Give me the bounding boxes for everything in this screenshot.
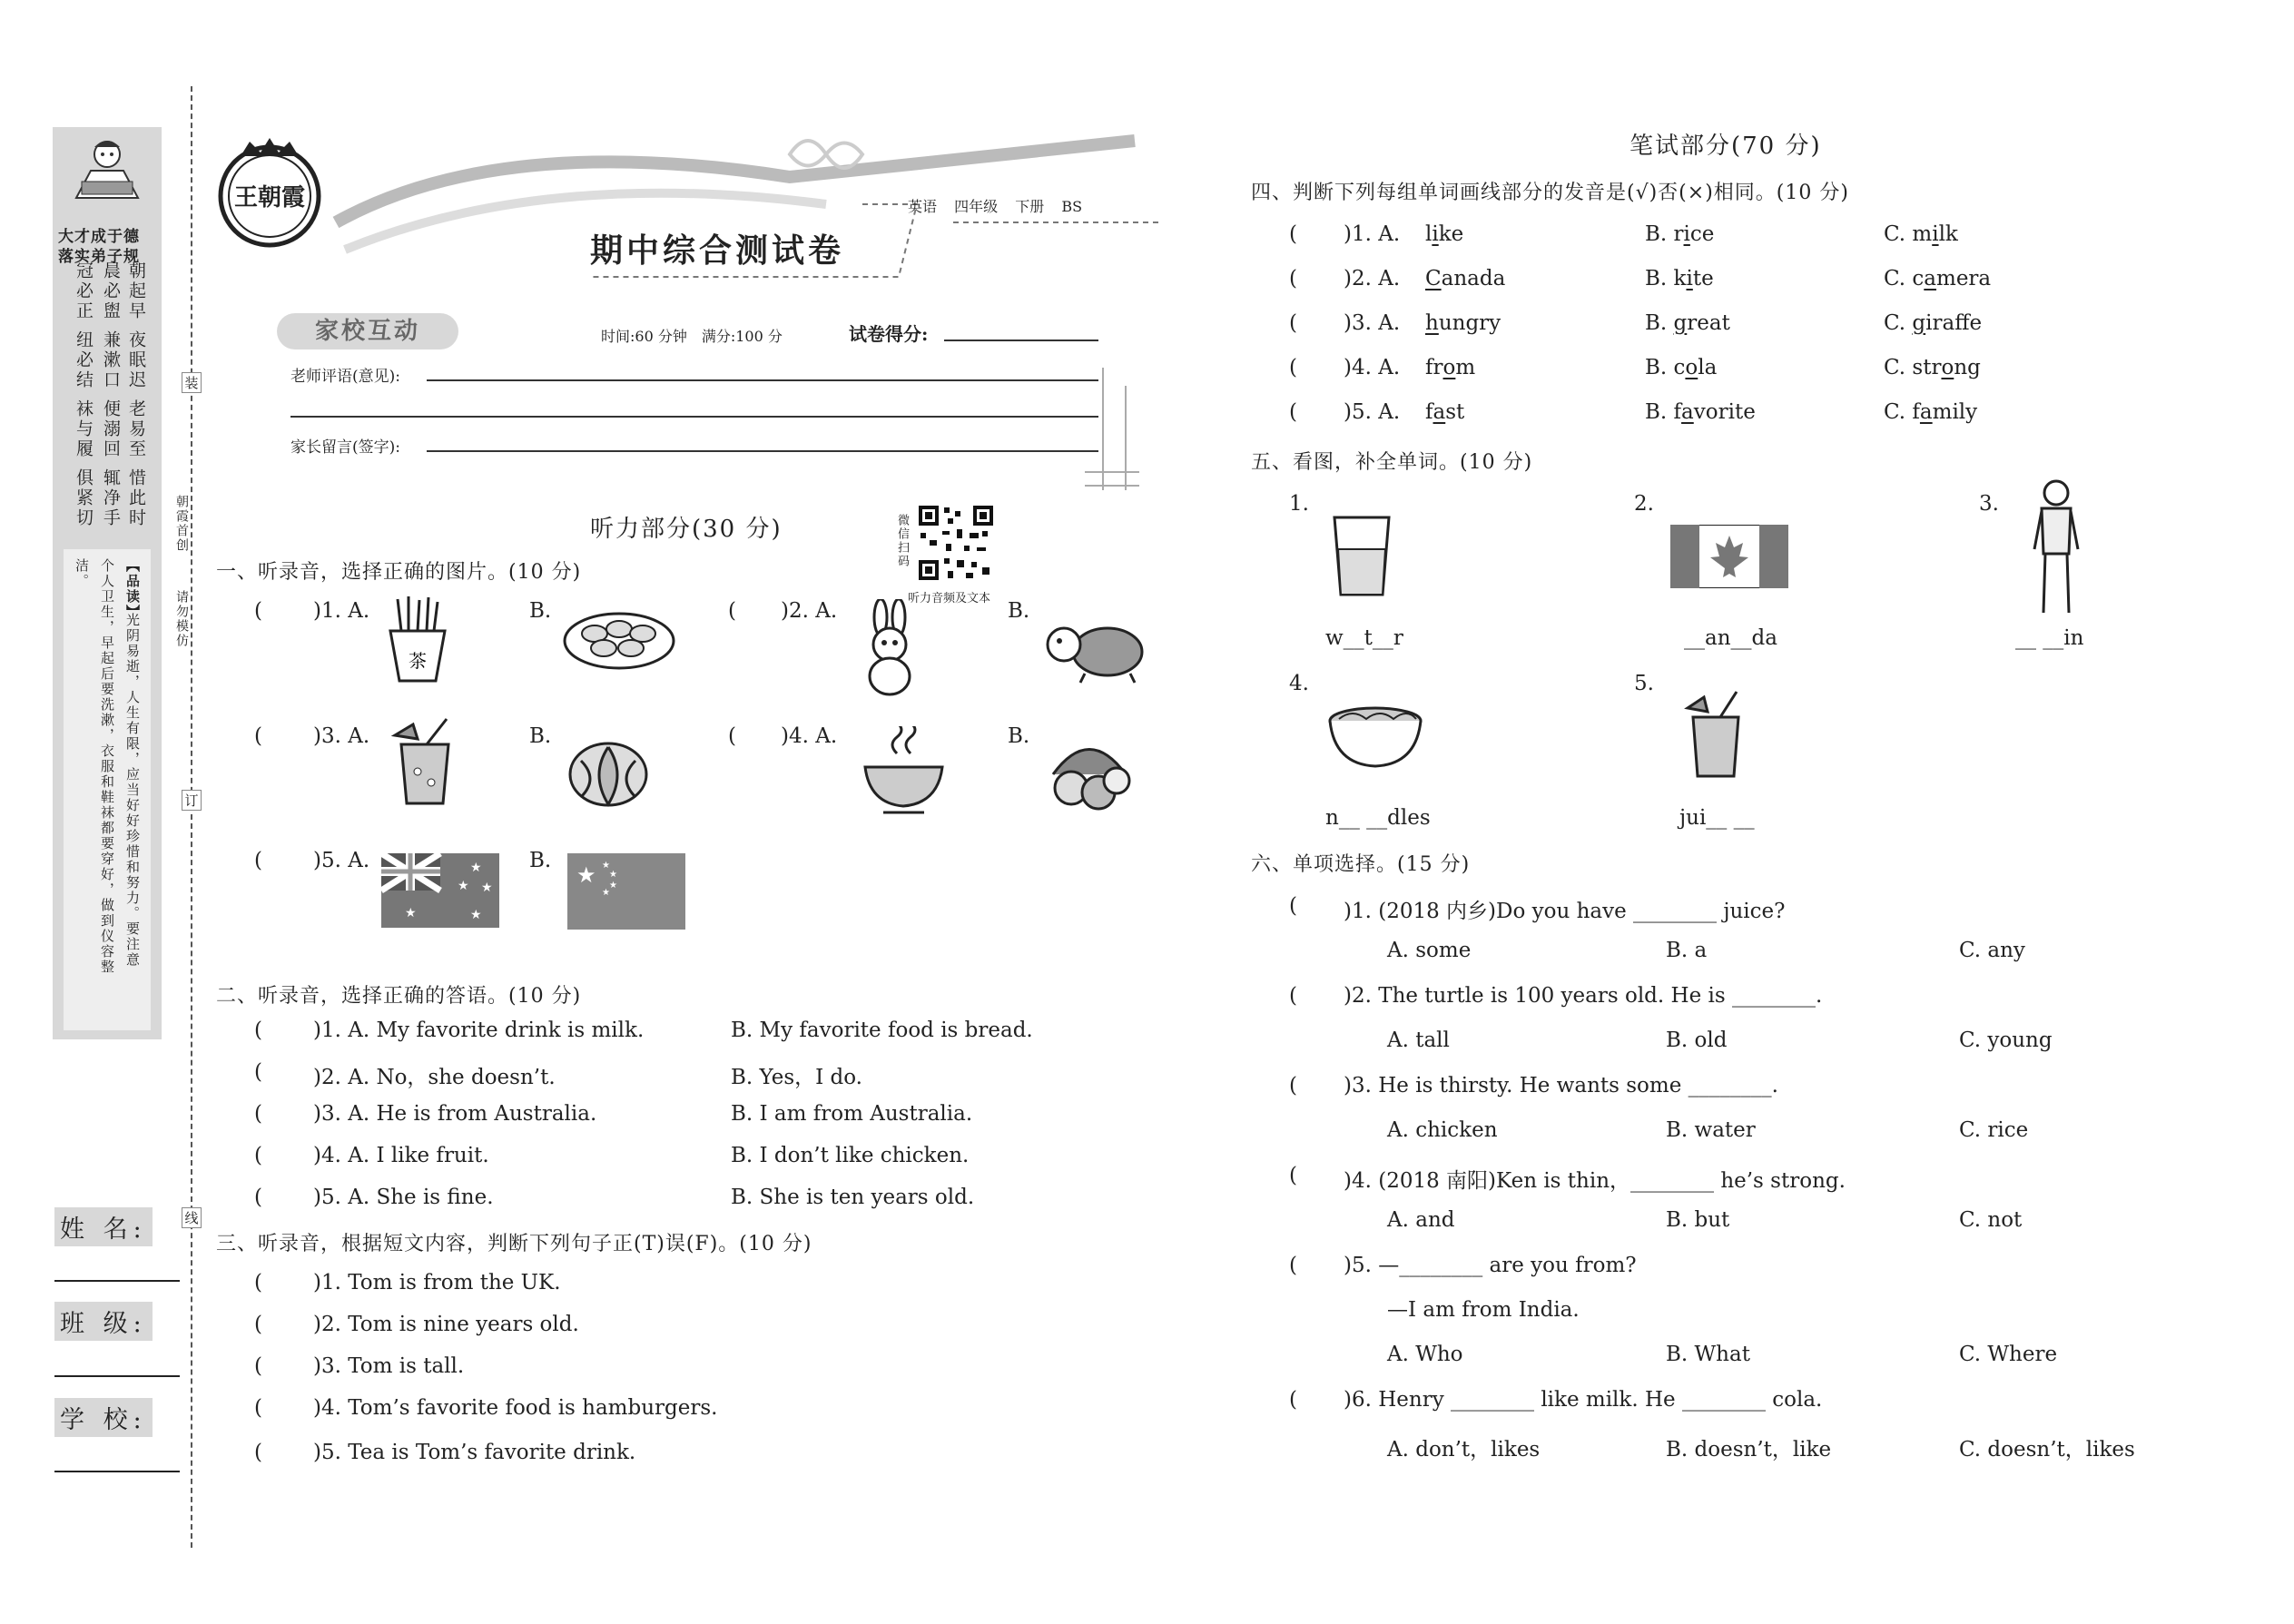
word-option-c: C. giraffe — [1884, 311, 1983, 335]
dumplings-plate-icon[interactable] — [563, 606, 676, 670]
answer-paren[interactable]: ( — [254, 724, 262, 748]
s2-option-b: B. Yes，I do. — [731, 1066, 862, 1089]
q1-1-label: )1. A. — [313, 599, 370, 623]
s2-option-b: B. I don’t like chicken. — [731, 1144, 970, 1167]
mc-option-a: A. and — [1387, 1208, 1455, 1232]
underlined-letter: a — [1681, 400, 1694, 424]
svg-text:★: ★ — [602, 861, 610, 871]
q1-3-b: B. — [529, 724, 552, 748]
answer-paren[interactable]: ( — [254, 1313, 262, 1336]
mc-option-a: A. some — [1387, 939, 1472, 962]
answer-paren[interactable]: ( — [254, 1186, 262, 1209]
poem-col: 辄净手 — [101, 468, 121, 528]
fruit-basket-icon[interactable] — [1044, 733, 1135, 815]
word-option-c: C. strong — [1884, 356, 1981, 379]
word-option-a: fast — [1425, 400, 1465, 424]
underlined-letter: a — [1433, 400, 1446, 424]
answer-paren[interactable]: ( — [1289, 222, 1297, 246]
svg-text:★: ★ — [470, 861, 482, 875]
written-part-title: 笔试部分(70 分) — [1629, 133, 1822, 160]
tf-statement: )4. Tom’s favorite food is hamburgers. — [313, 1396, 718, 1420]
word-option-c: C. camera — [1884, 267, 1992, 290]
school-input-line[interactable] — [54, 1471, 180, 1472]
underlined-letter: C — [1425, 267, 1442, 290]
poem-col: 便溺回 — [101, 399, 121, 459]
underlined-letter: o — [1442, 356, 1456, 379]
home-school-badge: 家校互动 — [277, 313, 458, 349]
turtle-icon[interactable] — [1044, 617, 1148, 685]
s2-option-a: )3. A. He is from Australia. — [313, 1102, 597, 1126]
teacher-comment-line[interactable] — [427, 379, 1098, 381]
juice-glass-icon[interactable] — [1684, 690, 1748, 781]
answer-paren[interactable]: ( — [254, 1271, 262, 1294]
school-label: 学 校: — [54, 1398, 153, 1437]
section-1-title: 一、听录音，选择正确的图片。(10 分) — [216, 561, 582, 584]
option-image[interactable] — [381, 595, 454, 689]
answer-paren[interactable]: ( — [254, 1019, 262, 1042]
tea-cup-label: 茶 — [409, 650, 427, 672]
underlined-letter: a — [1924, 267, 1937, 290]
poem-col: 纽必结 — [74, 330, 94, 390]
subject-tag: 英语 — [908, 198, 938, 215]
s4-item-label: )2. A. — [1344, 267, 1401, 290]
answer-paren[interactable]: ( — [254, 1441, 262, 1464]
answer-paren[interactable]: ( — [254, 1144, 262, 1167]
tea-cup-icon — [381, 595, 454, 685]
mc-option-a: A. chicken — [1387, 1118, 1498, 1142]
section-4-title: 四、判断下列每组单词画线部分的发音是(√)否(×)相同。(10 分) — [1251, 182, 1849, 204]
svg-text:★: ★ — [481, 881, 493, 895]
underlined-letter: i — [1432, 222, 1439, 246]
mc-option-a: A. don’t，likes — [1387, 1438, 1541, 1462]
tf-statement: )2. Tom is nine years old. — [313, 1313, 579, 1336]
cabbage-icon[interactable] — [563, 733, 654, 811]
parent-comment-label: 家长留言(签字): — [290, 438, 400, 457]
mc-option-b: B. doesn’t，like — [1666, 1438, 1832, 1462]
pic-number: 1. — [1289, 492, 1309, 516]
fill-word[interactable]: __ __in — [2015, 626, 2084, 650]
mc-option-c: C. not — [1959, 1208, 2023, 1232]
underlined-letter: h — [1425, 311, 1439, 335]
answer-paren[interactable]: ( — [1289, 894, 1297, 918]
answer-paren[interactable]: ( — [254, 1354, 262, 1378]
teacher-comment-label: 老师评语(意见): — [290, 368, 400, 386]
section-5-title: 五、看图，补全单词。(10 分) — [1251, 451, 1533, 474]
name-input-line[interactable] — [54, 1280, 180, 1282]
guide-col: 光阴易逝，人生有限，应当好好珍惜和努力。要注意 — [124, 613, 141, 968]
underlined-letter: g — [1673, 311, 1688, 335]
svg-text:★: ★ — [609, 870, 617, 880]
mc-option-c: C. young — [1959, 1029, 2053, 1052]
mc-question: )4. (2018 南阳)Ken is thin，________ he’s strong. — [1344, 1169, 1846, 1193]
fill-word[interactable]: __an__da — [1684, 626, 1777, 650]
word-option-b: B. rice — [1645, 222, 1715, 246]
underlined-letter: a — [1919, 400, 1933, 424]
answer-paren[interactable]: ( — [1289, 1164, 1297, 1187]
svg-text:★: ★ — [458, 879, 469, 893]
canada-flag-icon[interactable] — [1670, 525, 1788, 588]
cut-char: 订 — [182, 790, 202, 811]
poem-col: 惜此时 — [126, 468, 146, 528]
time-and-score-info: 时间:60 分钟 满分:100 分 — [601, 328, 783, 345]
s4-item-label: )3. A. — [1344, 311, 1401, 335]
s2-option-a: )5. A. She is fine. — [313, 1186, 494, 1209]
word-option-a: like — [1425, 222, 1464, 246]
mc-option-c: C. doesn’t，likes — [1959, 1438, 2135, 1462]
poem-col: 冠必正 — [74, 261, 94, 321]
tf-statement: )3. Tom is tall. — [313, 1354, 465, 1378]
svg-text:★: ★ — [470, 908, 482, 922]
cut-char: 装 — [182, 372, 202, 393]
q1-2-label: )2. A. — [781, 599, 838, 623]
q1-1-b: B. — [529, 599, 552, 623]
s2-option-b: B. She is ten years old. — [731, 1186, 975, 1209]
fill-word[interactable]: w__t__r — [1325, 626, 1403, 650]
mc-option-c: C. Where — [1959, 1343, 2058, 1366]
mc-option-b: B. What — [1666, 1343, 1750, 1366]
rabbit-icon[interactable] — [849, 599, 930, 699]
answer-paren[interactable]: ( — [1289, 984, 1297, 1008]
mc-option-b: B. but — [1666, 1208, 1730, 1232]
mc-question: )1. (2018 内乡)Do you have ________ juice? — [1344, 900, 1786, 923]
listening-part-title: 听力部分(30 分) — [590, 516, 783, 543]
soup-bowl-icon[interactable] — [861, 726, 947, 817]
word-option-a: Canada — [1425, 267, 1506, 290]
australia-flag-icon[interactable] — [381, 853, 499, 928]
motto: 大才成于德 落实弟子规 — [58, 228, 140, 266]
q1-4-b: B. — [1008, 724, 1030, 748]
svg-text:★: ★ — [609, 881, 617, 891]
subject-tags — [908, 195, 1095, 216]
poem-col: 朝起早 — [126, 261, 146, 321]
underlined-letter: o — [1941, 356, 1954, 379]
poem-col: 晨必盥 — [101, 261, 121, 321]
juice-glass-icon[interactable] — [390, 717, 463, 808]
mc-option-c: C. any — [1959, 939, 2025, 962]
water-glass-icon[interactable] — [1330, 513, 1393, 599]
term-tag: 下册 — [1015, 198, 1045, 215]
parent-comment-line[interactable] — [427, 450, 1098, 452]
guide-title: 【品读】 — [124, 558, 141, 620]
svg-text:★: ★ — [405, 906, 417, 920]
teacher-comment-line-2[interactable] — [290, 416, 1098, 418]
underlined-letter: i — [1683, 222, 1690, 246]
s2-option-a: )2. A. No，she doesn’t. — [313, 1066, 556, 1089]
underlined-letter: g — [1912, 311, 1926, 335]
s2-option-b: B. My favorite food is bread. — [731, 1019, 1033, 1042]
answer-paren[interactable]: ( — [1289, 1388, 1297, 1412]
tf-statement: )1. Tom is from the UK. — [313, 1271, 561, 1294]
mc-question: )6. Henry ________ like milk. He ________ cola. — [1344, 1388, 1823, 1412]
tf-statement: )5. Tea is Tom’s favorite drink. — [313, 1441, 636, 1464]
section-2-title: 二、听录音，选择正确的答语。(10 分) — [216, 985, 582, 1008]
s4-item-label: )4. A. — [1344, 356, 1401, 379]
word-option-b: B. favorite — [1645, 400, 1756, 424]
answer-paren[interactable]: ( — [254, 849, 262, 872]
svg-text:★: ★ — [576, 862, 596, 888]
answer-paren[interactable]: ( — [728, 599, 736, 623]
mc-option-b: B. water — [1666, 1118, 1756, 1142]
poem-col: 俱紧切 — [74, 468, 94, 528]
class-input-line[interactable] — [54, 1375, 180, 1377]
mc-question-line2: —I am from India. — [1387, 1298, 1580, 1322]
mc-option-c: C. rice — [1959, 1118, 2029, 1142]
answer-paren[interactable]: ( — [1289, 311, 1297, 335]
china-flag-icon[interactable] — [567, 853, 685, 930]
word-option-c: C. family — [1884, 400, 1978, 424]
word-option-a: from — [1425, 356, 1476, 379]
reading-guide-box — [64, 549, 151, 1030]
scholar-cartoon-icon — [64, 134, 151, 207]
qr-code-icon[interactable] — [917, 504, 995, 582]
guide-col: 洁。 — [74, 558, 90, 589]
brand-name: 王朝霞 — [233, 184, 306, 212]
copyright-note: 朝霞首创 — [174, 495, 189, 553]
word-option-b: B. great — [1645, 311, 1730, 335]
answer-paren[interactable]: ( — [728, 724, 736, 748]
answer-paren[interactable]: ( — [1289, 1254, 1297, 1277]
answer-paren[interactable]: ( — [254, 1396, 262, 1420]
exam-title: 期中综合测试卷 — [590, 231, 845, 270]
s2-option-a: )1. A. My favorite drink is milk. — [313, 1019, 645, 1042]
word-option-c: C. milk — [1884, 222, 1958, 246]
qr-scan-note: 微信扫码 — [895, 514, 909, 568]
mc-question: )3. He is thirsty. He wants some ________. — [1344, 1074, 1778, 1097]
s2-option-b: B. I am from Australia. — [731, 1102, 973, 1126]
edition-tag: BS — [1061, 198, 1083, 215]
answer-paren[interactable]: ( — [254, 1060, 262, 1084]
fill-word[interactable]: jui__ __ — [1679, 806, 1755, 830]
pic-number: 4. — [1289, 672, 1309, 695]
poem-col: 袜与履 — [74, 399, 94, 459]
svg-text:★: ★ — [602, 888, 610, 898]
class-label: 班 级: — [54, 1302, 153, 1341]
answer-paren[interactable]: ( — [1289, 356, 1297, 379]
mc-option-b: B. old — [1666, 1029, 1728, 1052]
pic-number: 2. — [1634, 492, 1654, 516]
word-option-a: hungry — [1425, 311, 1501, 335]
underlined-letter: i — [1686, 267, 1693, 290]
fill-word[interactable]: n__ __dles — [1325, 806, 1431, 830]
answer-paren[interactable]: ( — [1289, 400, 1297, 424]
answer-paren[interactable]: ( — [1289, 1074, 1297, 1097]
answer-paren[interactable]: ( — [254, 1102, 262, 1126]
underlined-letter: i — [1932, 222, 1939, 246]
section-3-title: 三、听录音，根据短文内容，判断下列句子正(T)误(F)。(10 分) — [216, 1233, 812, 1255]
word-option-b: B. kite — [1645, 267, 1714, 290]
q1-3-label: )3. A. — [313, 724, 370, 748]
q1-5-label: )5. A. — [313, 849, 370, 872]
mc-question: )2. The turtle is 100 years old. He is ________. — [1344, 984, 1823, 1008]
section-6-title: 六、单项选择。(15 分) — [1251, 853, 1471, 876]
score-input-line[interactable] — [944, 340, 1098, 341]
qr-caption: 听力音频及文本 — [908, 592, 991, 605]
poem-col: 兼漱口 — [101, 330, 121, 390]
copyright-note: 请勿模仿 — [174, 590, 189, 648]
answer-paren[interactable]: ( — [1289, 267, 1297, 290]
s4-item-label: )5. A. — [1344, 400, 1401, 424]
s2-option-a: )4. A. I like fruit. — [313, 1144, 489, 1167]
poem-col: 夜眠迟 — [126, 330, 146, 390]
name-label: 姓 名: — [54, 1207, 153, 1246]
mc-question: )5. —________ are you from? — [1344, 1254, 1637, 1277]
grade-tag: 四年级 — [954, 198, 999, 215]
mc-option-a: A. tall — [1387, 1029, 1450, 1052]
pic-number: 3. — [1979, 492, 1999, 516]
cut-char: 线 — [182, 1207, 202, 1228]
word-option-b: B. cola — [1645, 356, 1718, 379]
poem-col: 老易至 — [126, 399, 146, 459]
boy-figure-icon[interactable] — [2029, 477, 2083, 622]
q1-2-b: B. — [1008, 599, 1030, 623]
noodles-bowl-icon[interactable] — [1325, 701, 1425, 773]
mc-option-b: B. a — [1666, 939, 1708, 962]
s4-item-label: )1. A. — [1344, 222, 1401, 246]
brand-badge-icon — [213, 136, 327, 250]
answer-paren[interactable]: ( — [254, 599, 262, 623]
corner-frame-decoration — [1085, 363, 1148, 499]
mc-option-a: A. Who — [1387, 1343, 1463, 1366]
underlined-letter: o — [1685, 356, 1698, 379]
guide-col: 个人卫生，早起后要洗漱，衣服和鞋袜都要穿好，做到仪容整 — [99, 558, 115, 975]
q1-4-label: )4. A. — [781, 724, 838, 748]
pic-number: 5. — [1634, 672, 1654, 695]
binding-cut-line — [191, 86, 192, 1548]
score-label: 试卷得分: — [849, 323, 929, 345]
q1-5-b: B. — [529, 849, 552, 872]
